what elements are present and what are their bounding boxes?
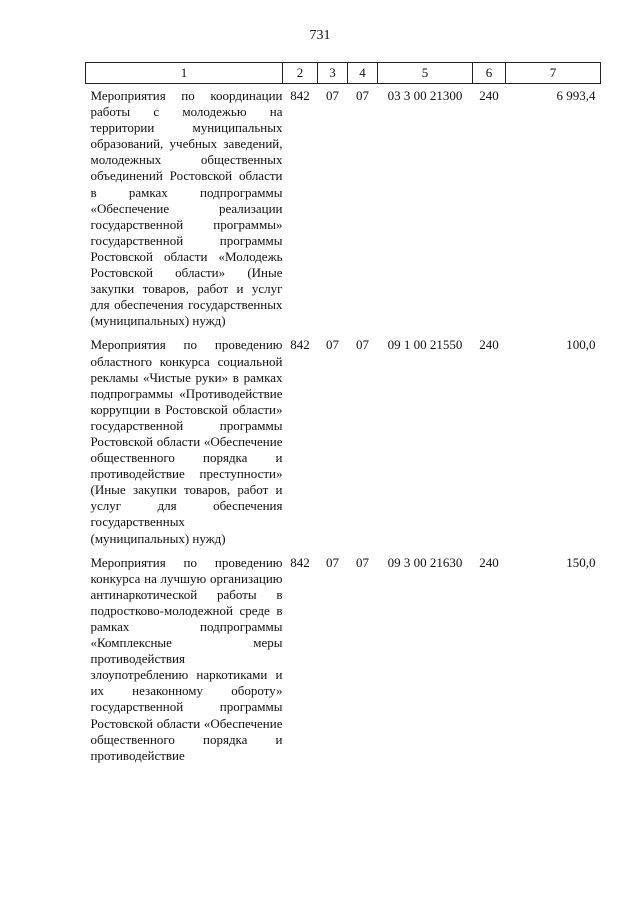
amount: 150,0 [566,554,596,570]
page-number: 731 [309,28,331,43]
section-code: 07 [326,337,339,353]
subsection-code: 07 [356,88,369,103]
expense-type-code: 240 [479,88,499,103]
ministry-code: 842 [290,337,310,353]
target-article-code: 09 3 00 21630 [387,554,463,570]
ministry-code: 842 [290,88,310,103]
column-header: 2 [283,63,318,84]
table-row [86,333,601,550]
section-code: 07 [326,554,339,570]
column-header: 7 [506,63,601,84]
ministry-code: 842 [290,554,310,570]
amount: 100,0 [566,337,596,353]
row-description: Мероприятия по проведению областного конкурса социальной рекламы «Чистые руки» в рамках подпрограммы «Противодействие коррупции в Ростовской области» государственной программы Ростовской области «Обеспечение общественного порядка и противодействие преступности» (Иные закупки товаров, работ и услуг для обеспечения государственных (муниципальных) нужд) [90,337,283,546]
subsection-code: 07 [356,337,369,353]
amount: 6 993,4 [556,88,596,103]
column-header: 6 [473,63,506,84]
table-row [86,551,601,768]
subsection-code: 07 [356,554,369,570]
row-description: Мероприятия по координации работы с молодежью на территории муниципальных образований, учебных заведений, молодежных общественных объединений Ростовской области в рамках подпрограммы «Обеспечение реализации государственной программы» государственной программы Ростовской области «Молодежь Ростовской области» (Иные закупки товаров, работ и услуг для обеспечения государственных (муниципальных) нужд) [90,88,283,329]
header-row [86,63,601,84]
row-description: Мероприятия по проведению конкурса на лучшую организацию антинаркотической работы в подростково-молодежной среде в рамках подпрограммы «Комплексные меры противодействия злоупотреблению наркотиками и их незаконному обороту» государственной программы Ростовской области «Обеспечение общественного порядка и противодействие [90,554,283,763]
column-header: 3 [318,63,348,84]
column-header: 4 [348,63,378,84]
budget-table [85,62,601,768]
target-article-code: 09 1 00 21550 [387,337,463,353]
table-row [86,84,601,334]
column-header: 1 [86,63,283,84]
expense-type-code: 240 [479,554,499,570]
expense-type-code: 240 [479,337,499,353]
column-header: 5 [378,63,473,84]
target-article-code: 03 3 00 21300 [387,88,463,103]
section-code: 07 [326,88,339,103]
